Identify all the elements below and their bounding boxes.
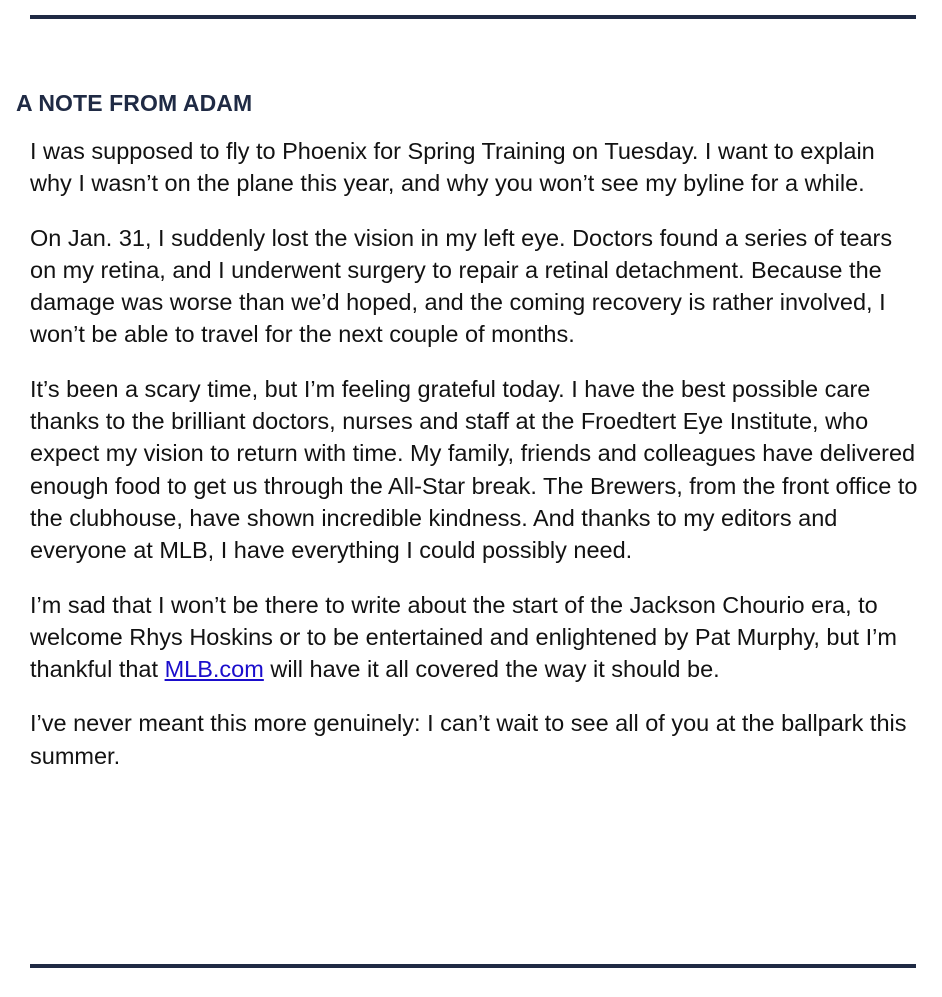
closing-paragraph: I’ve never meant this more genuinely: I can’t wait to see all of you at the ballpark this summer. [30, 710, 907, 769]
paragraph-4 [30, 589, 920, 686]
paragraph-2: On Jan. 31, I suddenly lost the vision in my left eye. Doctors found a series of tears on my retina, and I underwent surgery to repair a retinal detachment. Because the damage was worse than we’d hoped, and the coming recovery is rather involved, I won’t be able to travel for the next couple of months. [30, 224, 893, 348]
note-title: A NOTE FROM ADAM [16, 90, 253, 116]
paragraph-4-text-before: I’m sad that I won’t be there to write about the start of the Jackson Chourio era, to welcome Rhys Hoskins or to be entertained and enlightened by Pat Murphy, but I’m thankful that [30, 591, 897, 683]
note-body [30, 135, 920, 794]
mlb-link[interactable]: MLB.com [164, 656, 264, 683]
bottom-divider [30, 964, 916, 968]
paragraph-3: It’s been a scary time, but I’m feeling grateful today. I have the best possible care thanks to the brilliant doctors, nurses and staff at the Froedtert Eye Institute, who expect my vision to return with time. My family, friends and colleagues have delivered enough food to get us through the All-Star break. The Brewers, from the front office to the clubhouse, have shown incredible kindness. And thanks to my editors and everyone at MLB, I have everything I could possibly need. [30, 375, 918, 564]
paragraph-1: I was supposed to fly to Phoenix for Spring Training on Tuesday. I want to explain why I wasn’t on the plane this year, and why you won’t see my byline for a while. [30, 138, 875, 197]
top-divider [30, 15, 916, 19]
paragraph-4-text-after: will have it all covered the way it should be. [263, 656, 720, 683]
